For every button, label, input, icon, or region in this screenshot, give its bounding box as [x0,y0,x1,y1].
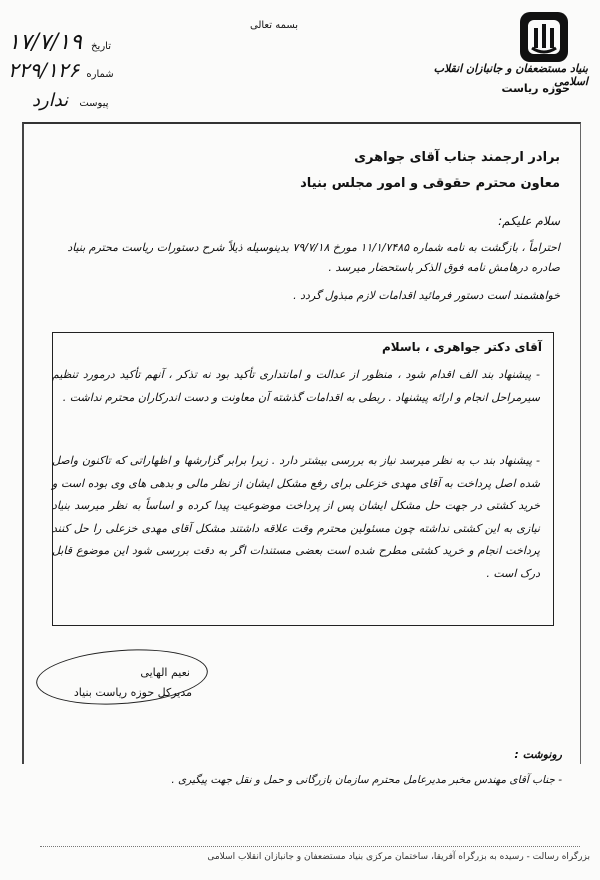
number-value: ۲۲۹/۱۲۶ [8,58,80,82]
body-paragraph-2: خواهشمند است دستور فرمائید اقدامات لازم مبذول گردد . [293,289,560,302]
number-label: شماره [86,69,114,80]
signature-title: مدیرکل حوزه ریاست بنیاد [73,686,192,699]
emblem-logo [502,8,582,68]
signature-name: نعیم الهایی [140,666,190,679]
date-label: تاریخ [91,41,111,52]
directive-title: آقای دکتر جواهری ، باسلام [381,340,542,354]
recipient-line-2: معاون محترم حقوقی و امور مجلس بنیاد [300,176,560,191]
number-row [8,58,138,82]
basmala: بسمه تعالی [250,20,299,31]
attachment-row [8,90,138,111]
body-paragraph-1: احتراماً ، بازگشت به نامه شماره ۱۱/۱/۷۴۸۵ مورخ ۷۹/۷/۱۸ بدینوسیله ذیلاً شرح دستورات ریاست محترم بنیاد صادره درهامش نامه فوق الذکر باستحضار میرسد . [67,241,560,274]
org-subtitle: حوزه ریاست [501,82,570,95]
recipient-line-1: برادر ارجمند جناب آقای جواهری [354,150,560,165]
directive-paragraph-2: - پیشنهاد بند ب به نظر میرسد نیاز به بررسی بیشتر دارد . زیرا برابر گزارشها و اظهاراتی که تاکنون واصل شده اصل پرداخت به آقای مهدی خزعلی برای رفع مشکل ایشان از نظر مالی و بدهی های وی بوده است و خرید کشتی در جهت حل مشکل ایشان پس از پرداخت موضوعیت پیدا کرده و اساساً به نظر میرسد بنیاد نیازی به این کشتی نداشته چون مسئولین محترم وقت علاقه داشتند مشکل آقای مهدی خزعلی را حل کنند پرداخت انجام و خرید کشتی مطرح شده است بعضی مستندات اگر به دقت بررسی شود این موضوع قابل درک است . [52,454,540,580]
greeting: سلام علیکم: [498,214,560,228]
org-name: بنیاد مستضعفان و جانبازان انقلاب اسلامی [433,62,588,88]
attachment-label: پیوست [79,98,109,109]
attachment-value: ندارد [32,90,69,111]
cc-text: - جناب آقای مهندس مخبر مدیرعامل محترم سازمان بازرگانی و حمل و نقل جهت پیگیری . [171,774,562,786]
footer-divider [40,846,580,847]
footer-address: بزرگراه رسالت - رسیده به بزرگراه آفریقا، ساختمان مرکزی بنیاد مستضعفان و جانبازان انقلاب اسلامی [207,852,590,862]
directive-paragraph-1: - پیشنهاد بند الف اقدام شود ، منظور از عدالت و امانتداری تأکید بود نه تذکر ، آنهم تأکید درمورد تنظیم سیرمراحل انجام و ارائه پیشنهاد . ربطی به اقدامات گذشته آن معاونت و دست اندرکاران محترم نداشت . [52,368,540,404]
date-row [8,30,138,55]
date-value: ۱۷/۷/۱۹ [8,30,82,55]
cc-label: رونوشت : [514,748,562,761]
